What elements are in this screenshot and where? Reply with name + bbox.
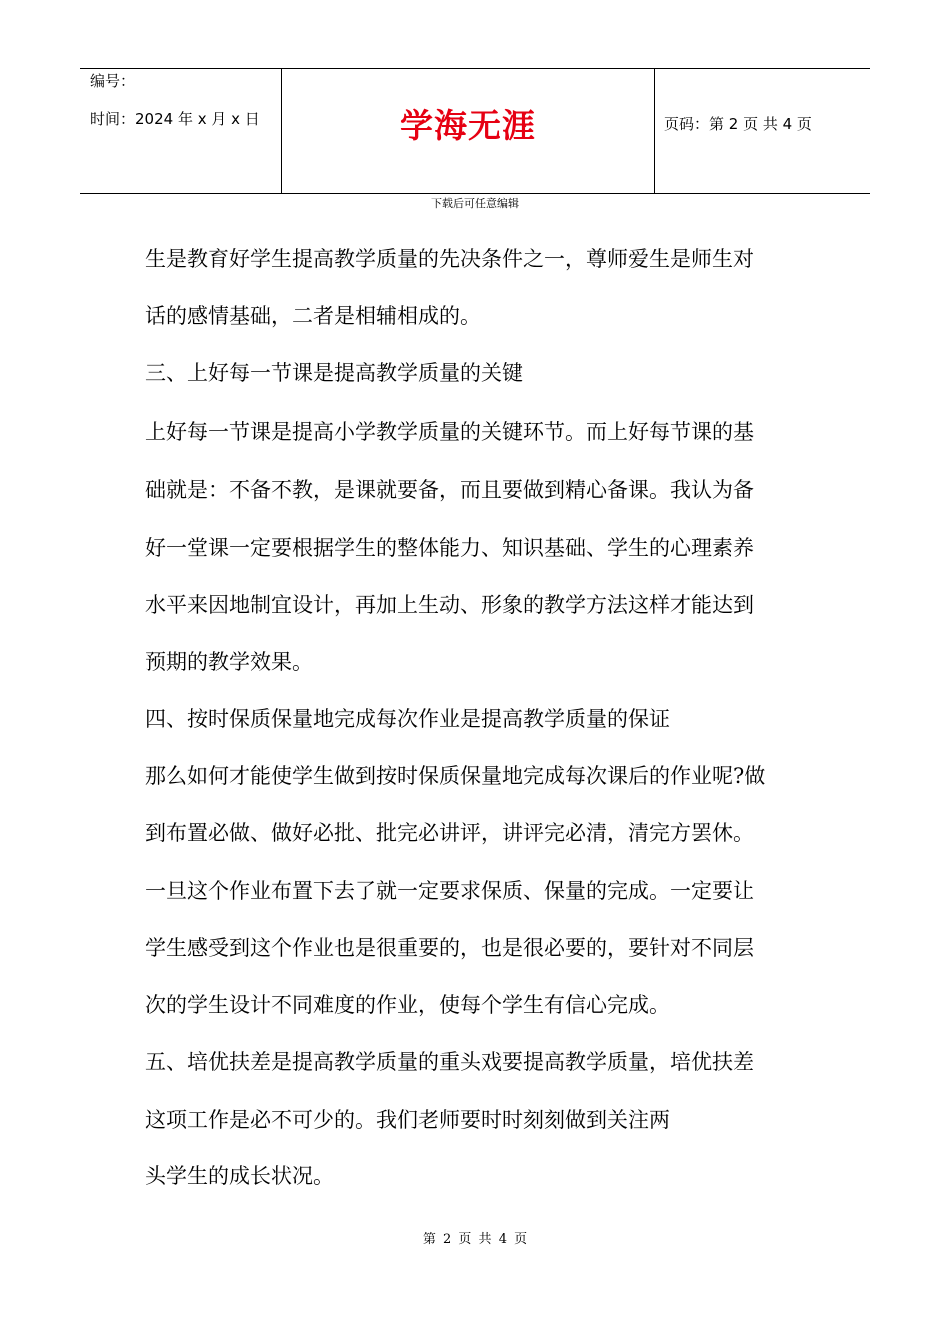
text-line: 这项工作是必不可少的。我们老师要时时刻刻做到关注两 [145,1108,670,1132]
section-heading: 五、培优扶差是提高教学质量的重头戏要提高教学质量，培优扶差 [145,1050,754,1074]
header-bottom-border [80,193,870,194]
text-line: 那么如何才能使学生做到按时保质保量地完成每次课后的作业呢?做 [145,764,766,788]
edit-note: 下载后可任意编辑 [431,197,519,210]
text-line: 到布置必做、做好必批、批完必讲评，讲评完必清，清完方罢休。 [145,821,754,845]
page-footer: 第 2 页 共 4 页 [422,1232,528,1247]
text-line: 预期的教学效果。 [145,650,313,674]
section-heading: 四、按时保质保量地完成每次作业是提高教学质量的保证 [145,707,670,731]
text-line: 次的学生设计不同难度的作业，使每个学生有信心完成。 [145,993,670,1017]
section-heading: 三、上好每一节课是提高教学质量的关键 [145,361,523,385]
text-line: 一旦这个作业布置下去了就一定要求保质、保量的完成。一定要让 [145,879,754,903]
doc-title: 学海无涯 [400,106,536,145]
text-line: 头学生的成长状况。 [145,1164,334,1188]
header-top-border [80,68,870,69]
header-divider-right [654,68,655,194]
text-line: 上好每一节课是提高小学教学质量的关键环节。而上好每节课的基 [145,420,754,444]
doc-time-label: 时间：2024 年 x 月 x 日 [90,110,260,128]
page-number-label: 页码：第 2 页 共 4 页 [664,115,812,133]
text-line: 话的感情基础，二者是相辅相成的。 [145,304,481,328]
text-line: 生是教育好学生提高教学质量的先决条件之一，尊师爱生是师生对 [145,247,754,271]
doc-number-label: 编号： [90,72,136,90]
text-line: 好一堂课一定要根据学生的整体能力、知识基础、学生的心理素养 [145,536,754,560]
text-line: 水平来因地制宜设计，再加上生动、形象的教学方法这样才能达到 [145,593,754,617]
text-line: 础就是：不备不教，是课就要备，而且要做到精心备课。我认为备 [145,478,754,502]
text-line: 学生感受到这个作业也是很重要的，也是很必要的，要针对不同层 [145,936,754,960]
